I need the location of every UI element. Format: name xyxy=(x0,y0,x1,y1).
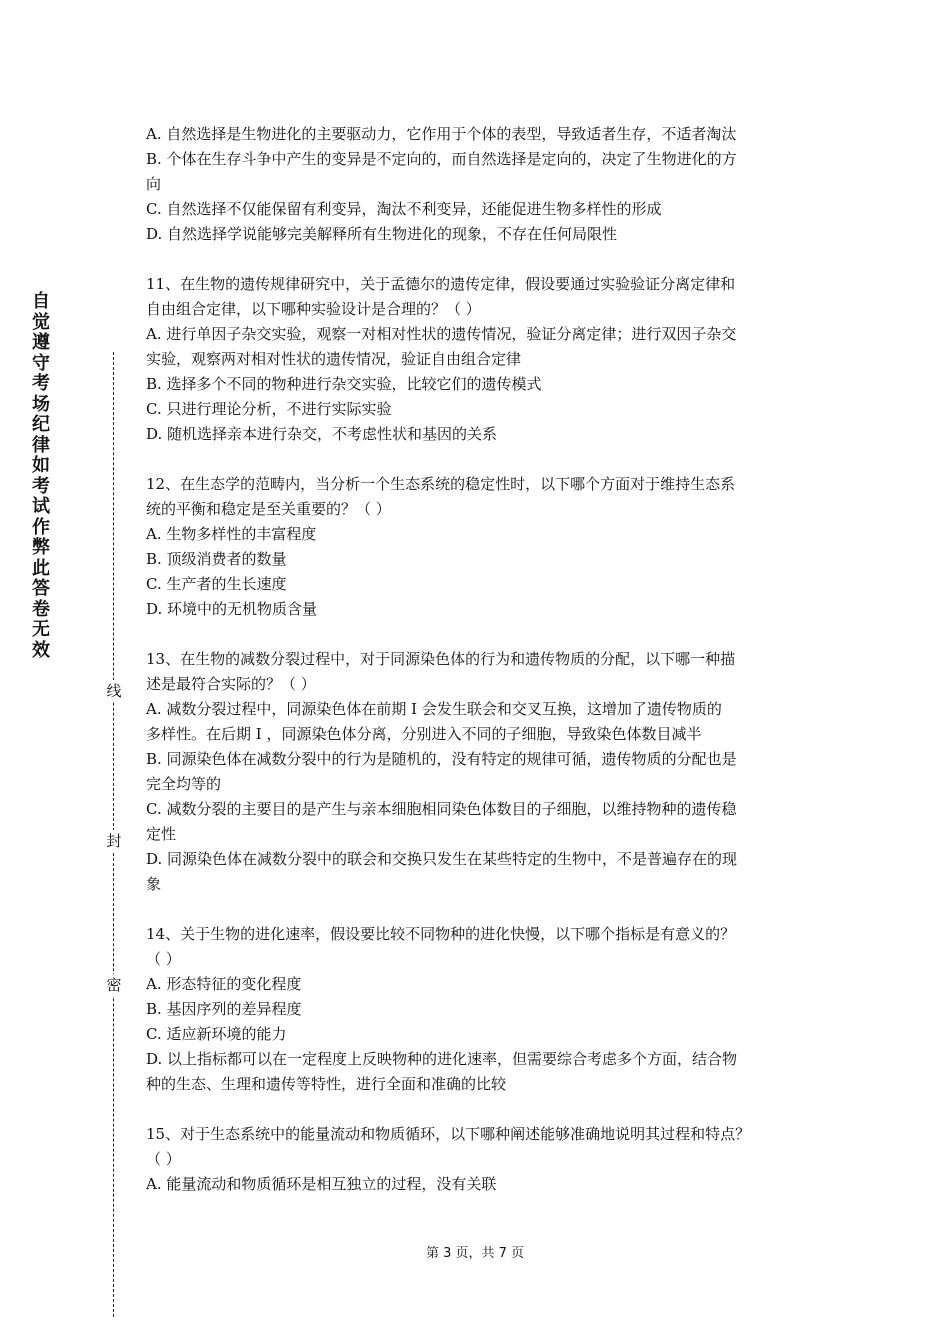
option-line: D. 自然选择学说能够完美解释所有生物进化的现象，不存在任何局限性 xyxy=(146,225,618,243)
warning-char: 弊 xyxy=(32,537,50,558)
page-number: 第 3 页，共 7 页 xyxy=(425,1246,525,1261)
question-stem: 11、在生物的遗传规律研究中，关于孟德尔的遗传定律，假设要通过实验验证分离定律和 xyxy=(146,275,736,293)
warning-char: 效 xyxy=(32,639,50,661)
warning-char: 卷 xyxy=(32,598,50,620)
option-line: C. 适应新环境的能力 xyxy=(146,1025,287,1043)
option-line: A. 生物多样性的丰富程度 xyxy=(146,525,317,543)
warning-char: 如 xyxy=(32,455,50,476)
option-line: C. 自然选择不仅能保留有利变异，淘汰不利变异，还能促进生物多样性的形成 xyxy=(146,200,662,218)
question-15 xyxy=(146,1122,810,1197)
question-stem: 13、在生物的减数分裂过程中，对于同源染色体的行为和遗传物质的分配，以下哪一种描 xyxy=(146,650,736,668)
option-line: C. 生产者的生长速度 xyxy=(146,575,287,593)
option-line: 象 xyxy=(146,875,162,893)
option-line: 完全均等的 xyxy=(146,775,222,793)
option-line: 向 xyxy=(146,175,162,193)
warning-char: 作 xyxy=(32,516,50,538)
question-stem: 12、在生态学的范畴内，当分析一个生态系统的稳定性时，以下哪个方面对于维持生态系 xyxy=(146,475,736,493)
warning-char: 觉 xyxy=(32,311,50,333)
warning-char: 此 xyxy=(32,557,50,579)
question-11 xyxy=(146,272,810,447)
option-line: 定性 xyxy=(146,825,177,843)
warning-char: 考 xyxy=(32,475,50,497)
option-line: 实验，观察两对相对性状的遗传情况，验证自由组合定律 xyxy=(146,350,522,368)
option-line: A. 形态特征的变化程度 xyxy=(146,975,302,993)
option-line: C. 减数分裂的主要目的是产生与亲本细胞相同染色体数目的子细胞，以维持物种的遗传稳 xyxy=(146,800,737,818)
question-14 xyxy=(146,922,810,1097)
warning-char: 遵 xyxy=(32,332,50,353)
question-12 xyxy=(146,472,810,622)
option-line: 多样性。在后期 I ，同源染色体分离，分别进入不同的子细胞，导致染色体数目减半 xyxy=(146,725,702,743)
option-line: B. 选择多个不同的物种进行杂交实验，比较它们的遗传模式 xyxy=(146,375,542,393)
warning-char: 试 xyxy=(32,496,50,517)
question-content xyxy=(146,122,810,1197)
question-stem: 统的平衡和稳定是至关重要的？（ ） xyxy=(146,500,391,518)
question-10-options xyxy=(146,122,810,247)
warning-char: 守 xyxy=(32,352,50,374)
question-stem: （ ） xyxy=(146,1150,181,1168)
warning-char: 场 xyxy=(32,393,50,415)
option-line: A. 自然选择是生物进化的主要驱动力，它作用于个体的表型，导致适者生存，不适者淘汰 xyxy=(146,125,737,143)
warning-char: 律 xyxy=(32,434,50,456)
question-stem: 14、关于生物的进化速率，假设要比较不同物种的进化快慢，以下哪个指标是有意义的？ xyxy=(146,925,736,943)
seal-label-seal: 封 xyxy=(104,830,124,852)
option-line: D. 以上指标都可以在一定程度上反映物种的进化速率，但需要综合考虑多个方面，结合物 xyxy=(146,1050,738,1068)
option-line: B. 同源染色体在减数分裂中的行为是随机的，没有特定的规律可循，遗传物质的分配也是 xyxy=(146,750,737,768)
warning-char: 考 xyxy=(32,373,50,394)
option-line: 种的生态、生理和遗传等特性，进行全面和准确的比较 xyxy=(146,1075,507,1093)
option-line: D. 随机选择亲本进行杂交，不考虑性状和基因的关系 xyxy=(146,425,498,443)
option-line: B. 顶级消费者的数量 xyxy=(146,550,287,568)
question-stem: 述是最符合实际的？（ ） xyxy=(146,675,316,693)
warning-char: 答 xyxy=(32,578,50,599)
option-line: C. 只进行理论分析，不进行实际实验 xyxy=(146,400,392,418)
option-line: B. 个体在生存斗争中产生的变异是不定向的，而自然选择是定向的，决定了生物进化的方 xyxy=(146,150,737,168)
question-stem: 自由组合定律，以下哪种实验设计是合理的？（ ） xyxy=(146,300,481,318)
question-stem: （ ） xyxy=(146,950,181,968)
option-line: A. 能量流动和物质循环是相互独立的过程，没有关联 xyxy=(146,1175,497,1193)
warning-char: 无 xyxy=(32,619,50,640)
option-line: D. 同源染色体在减数分裂中的联会和交换只发生在某些特定的生物中，不是普遍存在的现 xyxy=(146,850,738,868)
question-13 xyxy=(146,647,810,897)
seal-label-line: 线 xyxy=(104,680,124,702)
option-line: B. 基因序列的差异程度 xyxy=(146,1000,302,1018)
option-line: A. 减数分裂过程中，同源染色体在前期 I 会发生联会和交叉互换，这增加了遗传物质的 xyxy=(146,700,722,718)
seal-label-secret: 密 xyxy=(104,974,124,996)
option-line: D. 环境中的无机物质含量 xyxy=(146,600,318,618)
warning-char: 自 xyxy=(32,291,50,312)
warning-char: 纪 xyxy=(32,414,50,435)
option-line: A. 进行单因子杂交实验，观察一对相对性状的遗传情况，验证分离定律；进行双因子杂交 xyxy=(146,325,737,343)
question-stem: 15、对于生态系统中的能量流动和物质循环，以下哪种阐述能够准确地说明其过程和特点？ xyxy=(146,1125,751,1143)
exam-warning-vertical xyxy=(26,292,56,661)
